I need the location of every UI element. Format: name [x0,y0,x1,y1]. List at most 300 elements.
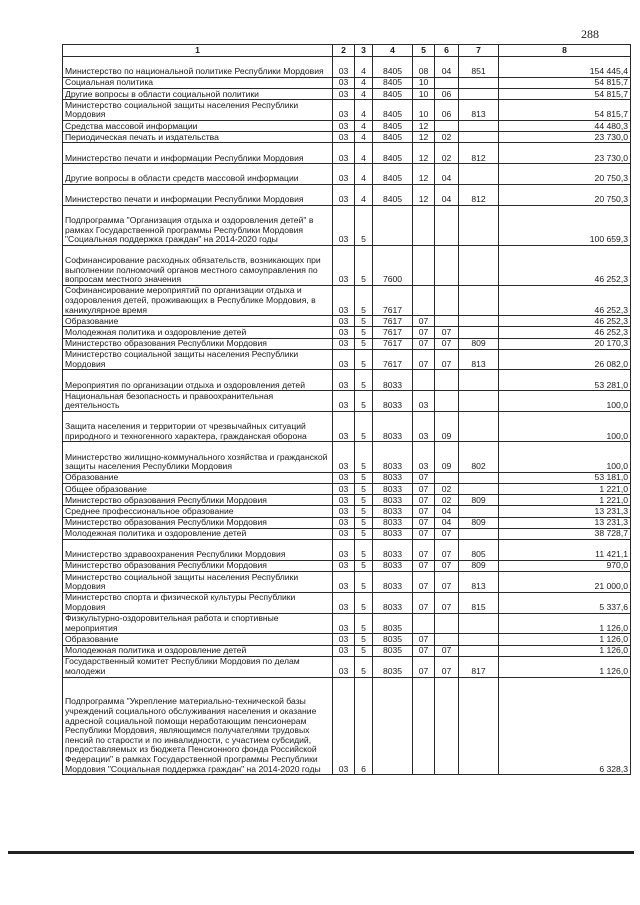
row-code-cell: 5 [355,391,373,412]
row-name-cell: Министерство по национальной политике Республики Мордовия [63,57,333,78]
row-code-cell: 03 [333,349,355,370]
row-amount-cell: 100,0 [499,442,631,472]
row-code-cell: 7600 [373,245,413,285]
table-row [63,517,631,528]
table-row [63,506,631,517]
row-name-cell: Молодежная политика и оздоровление детей [63,645,333,656]
row-code-cell: 12 [413,132,435,143]
row-code-cell: 03 [333,205,355,245]
row-name-cell: Подпрограмма "Укрепление материально-технической базы учреждений социального обслуживания населения и оказание адресной социальной помощи неработающим пенсионерам Республики Мордовия, являющимся получателями трудовых пенсий по старости и по инвалидности, с участием субсидий, предоставляемых из бюджета Пенсионного фонда Российской Федерации" в рамках Государственной программы Республики Мордовия "Социальная поддержка граждан" на 2014-2020 годы [63,677,333,775]
row-code-cell: 8033 [373,391,413,412]
row-name-cell: Образование [63,316,333,327]
table-row [63,184,631,205]
row-amount-cell: 46 252,3 [499,245,631,285]
row-code-cell: 03 [333,634,355,645]
row-code-cell: 4 [355,143,373,164]
row-code-cell: 5 [355,412,373,442]
row-name-cell: Средства массовой информации [63,120,333,131]
row-code-cell: 03 [333,592,355,613]
row-code-cell: 8405 [373,100,413,121]
row-code-cell: 03 [333,528,355,539]
row-code-cell: 04 [435,184,459,205]
row-code-cell: 03 [333,57,355,78]
row-code-cell: 07 [413,506,435,517]
row-amount-cell: 13 231,3 [499,506,631,517]
row-code-cell: 8405 [373,88,413,99]
row-code-cell: 5 [355,472,373,483]
row-name-cell: Министерство спорта и физической культуры Республики Мордовия [63,592,333,613]
row-code-cell: 07 [413,539,435,560]
table-row [63,442,631,472]
row-code-cell [435,472,459,483]
row-name-cell: Министерство печати и информации Республики Мордовия [63,143,333,164]
table-row [63,592,631,613]
row-code-cell: 5 [355,370,373,391]
row-code-cell: 03 [333,442,355,472]
row-code-cell [459,205,499,245]
row-code-cell: 07 [413,592,435,613]
row-code-cell: 02 [435,132,459,143]
row-code-cell [435,634,459,645]
row-code-cell: 07 [435,645,459,656]
row-code-cell: 8033 [373,517,413,528]
row-code-cell: 5 [355,634,373,645]
row-code-cell: 7617 [373,327,413,338]
row-code-cell: 06 [435,100,459,121]
row-code-cell [459,120,499,131]
row-code-cell [435,285,459,315]
row-code-cell: 03 [413,391,435,412]
row-code-cell: 5 [355,495,373,506]
row-code-cell: 8033 [373,571,413,592]
row-code-cell: 03 [333,316,355,327]
row-code-cell: 07 [435,539,459,560]
table-row [63,634,631,645]
row-code-cell: 7617 [373,338,413,349]
row-code-cell: 07 [413,571,435,592]
row-amount-cell: 13 231,3 [499,517,631,528]
row-code-cell [459,484,499,495]
row-amount-cell: 44 480,3 [499,120,631,131]
table-row [63,88,631,99]
row-code-cell: 02 [435,495,459,506]
row-code-cell: 5 [355,506,373,517]
row-code-cell: 8035 [373,634,413,645]
row-code-cell [435,245,459,285]
row-code-cell: 5 [355,442,373,472]
row-code-cell: 5 [355,560,373,571]
row-code-cell: 02 [435,143,459,164]
row-code-cell: 5 [355,656,373,677]
header-cell: 1 [63,45,333,57]
row-amount-cell: 26 082,0 [499,349,631,370]
row-code-cell: 8033 [373,560,413,571]
table-row [63,57,631,78]
row-amount-cell: 1 221,0 [499,484,631,495]
row-name-cell: Образование [63,634,333,645]
row-amount-cell: 1 126,0 [499,645,631,656]
row-code-cell: 09 [435,442,459,472]
row-amount-cell: 54 815,7 [499,77,631,88]
row-code-cell: 813 [459,100,499,121]
row-code-cell: 4 [355,164,373,185]
row-code-cell: 4 [355,57,373,78]
row-code-cell: 5 [355,571,373,592]
row-code-cell: 12 [413,164,435,185]
row-code-cell: 07 [413,338,435,349]
table-row [63,560,631,571]
row-code-cell: 03 [333,338,355,349]
row-code-cell: 809 [459,338,499,349]
row-amount-cell: 154 445,4 [499,57,631,78]
row-amount-cell: 6 328,3 [499,677,631,775]
row-code-cell [435,316,459,327]
row-code-cell: 5 [355,349,373,370]
row-code-cell: 4 [355,132,373,143]
row-code-cell: 03 [333,506,355,517]
row-code-cell: 03 [333,571,355,592]
row-code-cell: 04 [435,164,459,185]
row-name-cell: Другие вопросы в области средств массовой информации [63,164,333,185]
row-code-cell [435,205,459,245]
row-name-cell: Среднее профессиональное образование [63,506,333,517]
row-code-cell: 07 [413,316,435,327]
table-row [63,539,631,560]
row-code-cell: 03 [333,645,355,656]
row-code-cell: 8405 [373,143,413,164]
row-code-cell: 6 [355,677,373,775]
header-cell: 4 [373,45,413,57]
row-code-cell: 03 [333,100,355,121]
row-code-cell [413,677,435,775]
row-code-cell [459,634,499,645]
row-code-cell: 07 [413,495,435,506]
row-code-cell: 03 [333,184,355,205]
row-code-cell: 5 [355,338,373,349]
row-code-cell: 812 [459,184,499,205]
row-name-cell: Министерство социальной защиты населения Республики Мордовия [63,100,333,121]
row-code-cell: 07 [435,528,459,539]
row-code-cell: 8033 [373,442,413,472]
row-code-cell: 07 [435,338,459,349]
row-amount-cell: 46 252,3 [499,327,631,338]
row-name-cell: Другие вопросы в области социальной политики [63,88,333,99]
row-code-cell [413,285,435,315]
row-code-cell: 851 [459,57,499,78]
table-header-row [63,45,631,57]
row-name-cell: Министерство социальной защиты населения Республики Мордовия [63,349,333,370]
row-code-cell: 07 [435,592,459,613]
row-code-cell: 8033 [373,484,413,495]
table-row [63,349,631,370]
row-amount-cell: 54 815,7 [499,100,631,121]
row-code-cell: 4 [355,184,373,205]
row-code-cell: 8405 [373,132,413,143]
row-code-cell: 09 [435,412,459,442]
table-row [63,164,631,185]
row-name-cell: Молодежная политика и оздоровление детей [63,528,333,539]
row-code-cell: 8035 [373,645,413,656]
row-code-cell: 802 [459,442,499,472]
row-code-cell: 03 [333,412,355,442]
row-code-cell: 8035 [373,656,413,677]
row-amount-cell: 100,0 [499,391,631,412]
row-code-cell [459,316,499,327]
row-amount-cell: 20 750,3 [499,164,631,185]
row-amount-cell: 11 421,1 [499,539,631,560]
row-code-cell: 03 [333,560,355,571]
row-code-cell: 8405 [373,77,413,88]
table-row [63,645,631,656]
row-code-cell: 4 [355,120,373,131]
row-code-cell: 815 [459,592,499,613]
row-code-cell [413,245,435,285]
row-code-cell: 809 [459,517,499,528]
row-code-cell: 03 [413,442,435,472]
row-code-cell: 8405 [373,164,413,185]
row-code-cell: 4 [355,100,373,121]
row-code-cell [459,506,499,517]
table-row [63,484,631,495]
row-amount-cell: 1 221,0 [499,495,631,506]
table-row [63,370,631,391]
row-name-cell: Молодежная политика и оздоровление детей [63,327,333,338]
row-code-cell [459,132,499,143]
table-row [63,205,631,245]
row-code-cell: 5 [355,205,373,245]
row-name-cell: Министерство печати и информации Республики Мордовия [63,184,333,205]
row-amount-cell: 23 730,0 [499,143,631,164]
row-code-cell: 8035 [373,613,413,634]
row-code-cell: 03 [333,132,355,143]
table-row [63,571,631,592]
row-amount-cell: 1 126,0 [499,634,631,645]
row-code-cell: 07 [413,634,435,645]
row-code-cell: 03 [333,245,355,285]
row-code-cell: 03 [413,412,435,442]
row-code-cell: 5 [355,528,373,539]
row-code-cell [435,677,459,775]
row-code-cell [435,120,459,131]
row-code-cell: 817 [459,656,499,677]
row-code-cell: 04 [435,57,459,78]
row-code-cell: 5 [355,539,373,560]
row-code-cell: 04 [435,506,459,517]
row-code-cell: 08 [413,57,435,78]
row-code-cell: 06 [435,88,459,99]
row-code-cell: 07 [413,517,435,528]
row-amount-cell: 53 281,0 [499,370,631,391]
row-code-cell [459,412,499,442]
row-code-cell: 03 [333,391,355,412]
row-code-cell [459,472,499,483]
row-code-cell [413,613,435,634]
row-name-cell: Министерство образования Республики Мордовия [63,495,333,506]
table-row [63,285,631,315]
row-code-cell: 813 [459,349,499,370]
row-code-cell: 8033 [373,472,413,483]
row-code-cell [435,391,459,412]
row-code-cell: 02 [435,484,459,495]
row-code-cell [459,391,499,412]
row-code-cell: 5 [355,517,373,528]
budget-table [62,44,631,775]
row-code-cell [459,645,499,656]
row-name-cell: Образование [63,472,333,483]
row-amount-cell: 21 000,0 [499,571,631,592]
row-code-cell: 03 [333,285,355,315]
row-code-cell: 4 [355,77,373,88]
row-amount-cell: 5 337,6 [499,592,631,613]
row-code-cell: 8033 [373,370,413,391]
row-name-cell: Периодическая печать и издательства [63,132,333,143]
table-row [63,143,631,164]
row-code-cell: 07 [435,327,459,338]
row-amount-cell: 23 730,0 [499,132,631,143]
row-code-cell: 8033 [373,528,413,539]
row-code-cell [435,613,459,634]
row-name-cell: Министерство образования Республики Мордовия [63,560,333,571]
table-row [63,472,631,483]
row-code-cell: 8405 [373,120,413,131]
row-code-cell: 809 [459,560,499,571]
row-code-cell: 8033 [373,506,413,517]
row-code-cell: 8033 [373,412,413,442]
table-row [63,391,631,412]
row-code-cell: 7617 [373,285,413,315]
row-code-cell: 809 [459,495,499,506]
row-code-cell [373,677,413,775]
row-code-cell: 7617 [373,316,413,327]
row-code-cell: 03 [333,495,355,506]
header-cell: 7 [459,45,499,57]
row-code-cell: 07 [413,484,435,495]
row-name-cell: Государственный комитет Республики Мордовия по делам молодежи [63,656,333,677]
row-code-cell: 5 [355,484,373,495]
row-code-cell: 5 [355,645,373,656]
row-name-cell: Социальная политика [63,77,333,88]
table-row [63,245,631,285]
row-code-cell: 07 [413,327,435,338]
row-code-cell: 03 [333,677,355,775]
row-name-cell: Национальная безопасность и правоохранительная деятельность [63,391,333,412]
row-code-cell: 03 [333,164,355,185]
row-amount-cell: 20 750,3 [499,184,631,205]
row-code-cell: 7617 [373,349,413,370]
row-code-cell: 07 [413,656,435,677]
row-code-cell: 8033 [373,592,413,613]
scan-border-line [8,851,634,854]
table-row [63,495,631,506]
row-name-cell: Софинансирование расходных обязательств, возникающих при выполнении полномочий органов местного самоуправления по вопросам местного значения [63,245,333,285]
row-code-cell [373,205,413,245]
row-name-cell: Защита населения и территории от чрезвычайных ситуаций природного и техногенного характера, гражданская оборона [63,412,333,442]
row-amount-cell: 1 126,0 [499,613,631,634]
row-code-cell [459,77,499,88]
row-code-cell [459,88,499,99]
row-code-cell [459,164,499,185]
row-code-cell: 03 [333,484,355,495]
page-number: 288 [581,27,599,41]
row-code-cell: 813 [459,571,499,592]
row-code-cell: 07 [435,560,459,571]
row-code-cell [459,327,499,338]
row-code-cell: 10 [413,77,435,88]
row-code-cell: 03 [333,472,355,483]
row-amount-cell: 100,0 [499,412,631,442]
row-name-cell: Министерство здравоохранения Республики Мордовия [63,539,333,560]
row-code-cell [459,370,499,391]
table-row [63,613,631,634]
row-code-cell: 805 [459,539,499,560]
row-amount-cell: 100 659,3 [499,205,631,245]
table-row [63,77,631,88]
row-code-cell [413,370,435,391]
row-code-cell: 8033 [373,495,413,506]
row-code-cell: 4 [355,88,373,99]
row-name-cell: Подпрограмма "Организация отдыха и оздоровления детей" в рамках Государственной программы Республики Мордовия "Социальная поддержка граждан" на 2014-2020 годы [63,205,333,245]
row-code-cell [459,528,499,539]
row-code-cell: 07 [435,656,459,677]
row-code-cell: 07 [435,349,459,370]
table-row [63,120,631,131]
row-code-cell: 5 [355,327,373,338]
row-code-cell: 07 [413,645,435,656]
row-code-cell: 07 [435,571,459,592]
row-code-cell: 03 [333,77,355,88]
row-name-cell: Министерство социальной защиты населения Республики Мордовия [63,571,333,592]
row-code-cell: 5 [355,613,373,634]
row-code-cell: 04 [435,517,459,528]
table-row [63,656,631,677]
row-code-cell: 03 [333,517,355,528]
row-code-cell: 5 [355,245,373,285]
row-code-cell: 8033 [373,539,413,560]
table-row [63,327,631,338]
row-code-cell: 03 [333,539,355,560]
row-name-cell: Министерство жилищно-коммунального хозяйства и гражданской защиты населения Республики Мордовия [63,442,333,472]
row-name-cell: Министерство образования Республики Мордовия [63,338,333,349]
row-code-cell [435,77,459,88]
row-amount-cell: 20 170,3 [499,338,631,349]
row-code-cell: 12 [413,184,435,205]
table-row [63,316,631,327]
row-name-cell: Софинансирование мероприятий по организации отдыха и оздоровления детей, проживающих в Республике Мордовия, в каникулярное время [63,285,333,315]
row-code-cell: 07 [413,349,435,370]
header-cell: 5 [413,45,435,57]
row-code-cell [413,205,435,245]
table-row [63,100,631,121]
row-code-cell [459,613,499,634]
row-code-cell: 10 [413,88,435,99]
row-code-cell: 5 [355,592,373,613]
row-code-cell: 03 [333,613,355,634]
row-code-cell: 07 [413,472,435,483]
row-amount-cell: 1 126,0 [499,656,631,677]
row-code-cell: 10 [413,100,435,121]
row-code-cell: 5 [355,285,373,315]
row-amount-cell: 46 252,3 [499,285,631,315]
row-amount-cell: 38 728,7 [499,528,631,539]
row-code-cell: 5 [355,316,373,327]
row-code-cell [435,370,459,391]
table-row [63,338,631,349]
header-cell: 8 [499,45,631,57]
row-code-cell: 12 [413,143,435,164]
row-code-cell: 07 [413,528,435,539]
row-code-cell: 03 [333,88,355,99]
table-body [63,57,631,775]
